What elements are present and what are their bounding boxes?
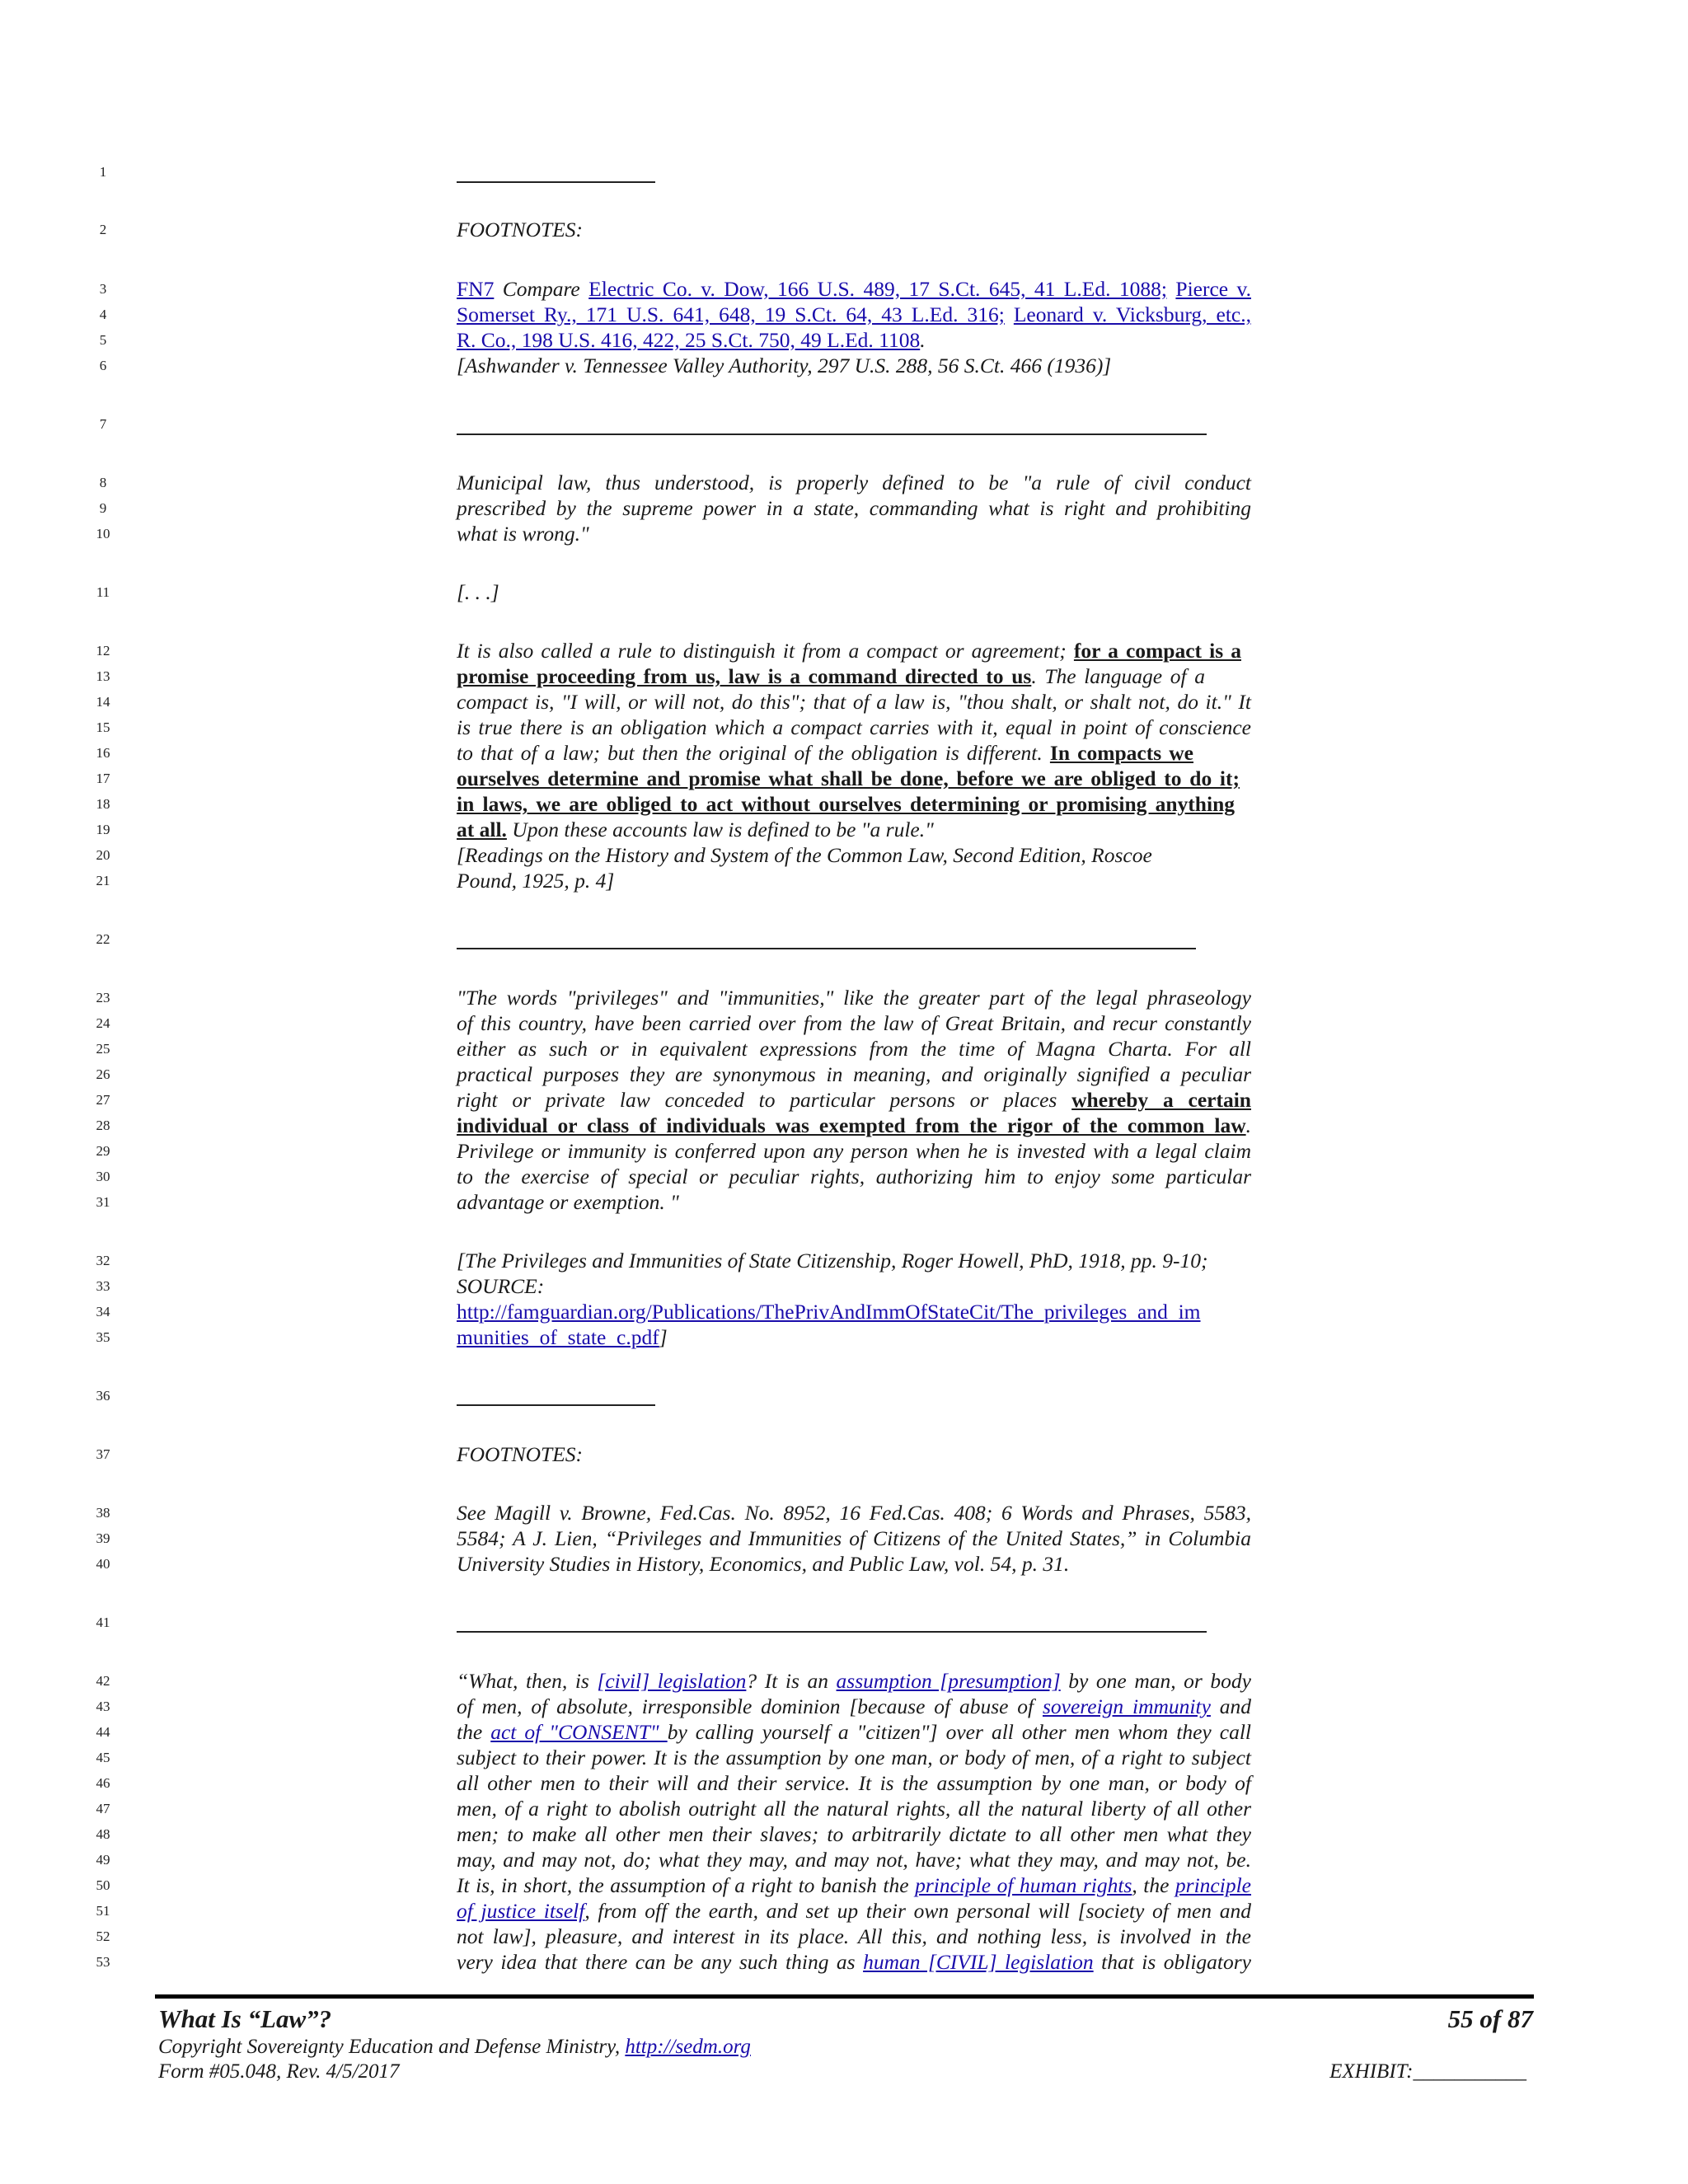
text: of men, of absolute, irresponsible dominion [because of abuse of [457, 1694, 1043, 1718]
footnotes-heading: FOOTNOTES: [457, 218, 584, 241]
text: ? It is an [746, 1669, 837, 1693]
line-number: 23 [96, 990, 110, 1005]
line-number: 39 [96, 1530, 110, 1546]
text: It is, in short, the assumption of a right to banish the [457, 1873, 916, 1897]
text: Copyright Sovereignty Education and Defense Ministry, [158, 2036, 626, 2058]
emphasis: whereby a certain [1071, 1088, 1251, 1112]
line-number: 46 [96, 1775, 110, 1791]
line-number: 20 [96, 847, 110, 863]
line-number: 27 [96, 1092, 110, 1108]
line-number: 31 [96, 1194, 110, 1210]
line-number: 48 [96, 1826, 110, 1842]
quote-line: men, of a right to abolish outright all the natural rights, all the natural liberty of all other [457, 1797, 1251, 1821]
sedm-link[interactable]: http://sedm.org [625, 2036, 751, 2058]
line-number: 47 [96, 1801, 110, 1816]
justice-link[interactable]: principle [1175, 1873, 1251, 1897]
line-number: 44 [96, 1724, 110, 1740]
citation: [Ashwander v. Tennessee Valley Authority, 297 U.S. 288, 56 S.Ct. 466 (1936)] [457, 354, 1112, 377]
text: very idea that there can be any such thing as [457, 1950, 864, 1974]
copyright [158, 2036, 751, 2059]
citation-link[interactable]: R. Co., 198 U.S. 416, 422, 25 S.Ct. 750, 49 L.Ed. 1108 [457, 328, 921, 352]
quote-line: compact is, "I will, or will not, do this"; that of a law is, "thou shalt, or shalt not, do it." It [457, 690, 1251, 714]
line-number: 38 [96, 1505, 110, 1521]
section-separator [457, 1631, 1207, 1633]
footnote-line [457, 276, 1251, 302]
line-number: 11 [96, 584, 110, 600]
source-link[interactable]: http://famguardian.org/Publications/ThePrivAndImmOfStateCit/The_privileges_and_im [457, 1300, 1201, 1324]
assumption-link[interactable]: assumption [presumption] [836, 1669, 1061, 1693]
section-separator [457, 434, 1207, 435]
line-number: 22 [96, 931, 110, 947]
legislation-link[interactable]: [civil] legislation [597, 1669, 747, 1693]
line-number: 4 [99, 307, 107, 322]
line-number: 37 [96, 1446, 110, 1462]
quote-line: all other men to their will and their service. It is the assumption by one man, or body of [457, 1771, 1251, 1795]
line-number: 10 [96, 526, 110, 541]
line-number: 30 [96, 1169, 110, 1184]
quote-line [457, 817, 1251, 842]
quote-line [457, 638, 1241, 663]
line-number: 43 [96, 1699, 110, 1714]
line-number: 21 [96, 873, 110, 888]
footnote-separator [457, 181, 655, 183]
line-number: 33 [96, 1278, 110, 1294]
quote-line [457, 1668, 1251, 1694]
line-number: 34 [96, 1304, 110, 1319]
quote-line: subject to their power. It is the assumption by one man, or body of men, of a right to subject [457, 1746, 1251, 1769]
quote-line [457, 1872, 1251, 1898]
quote-line: of this country, have been carried over from the law of Great Britain, and recur constantly [457, 1011, 1251, 1035]
line-number: 17 [96, 771, 110, 786]
line-number: 45 [96, 1750, 110, 1765]
emphasis: In compacts we [1049, 741, 1193, 765]
line-number: 25 [96, 1041, 110, 1057]
footnote-line [457, 302, 1251, 327]
emphasis: individual or class of individuals was exempted from the rigor of the common law [457, 1113, 1246, 1137]
text: ] [659, 1325, 668, 1349]
line-number: 41 [96, 1615, 110, 1630]
quote-line: to the exercise of special or peculiar rights, authorizing him to enjoy some particular [457, 1165, 1251, 1188]
text: . [920, 328, 926, 352]
form-number: Form #05.048, Rev. 4/5/2017 [158, 2060, 400, 2083]
line-number: 2 [99, 222, 107, 237]
quote-line: advantage or exemption. " [457, 1190, 679, 1214]
quote-line: what is wrong." [457, 522, 589, 546]
emphasis: ourselves determine and promise what shall be done, before we are obliged to do it; [457, 766, 1240, 790]
quote-line [457, 766, 1240, 791]
citation [457, 1299, 1251, 1324]
quote-line: "The words "privileges" and "immunities," like the greater part of the legal phraseology [457, 986, 1251, 1010]
line-number: 52 [96, 1929, 110, 1944]
text: to that of a law; but then the original of the obligation is different. [457, 741, 1050, 765]
line-number: 28 [96, 1118, 110, 1133]
text: that is obligatory [1093, 1950, 1251, 1974]
text: . The language of a [1031, 664, 1205, 688]
quote-line: may, and may not, do; what they may, and may not, have; what they may, and may not, be. [457, 1848, 1251, 1872]
footnote-line: See Magill v. Browne, Fed.Cas. No. 8952, 16 Fed.Cas. 408; 6 Words and Phrases, 5583, [457, 1501, 1251, 1525]
quote-line [457, 1113, 1251, 1138]
sovereign-immunity-link[interactable]: sovereign immunity [1042, 1694, 1211, 1718]
page-number: 55 of 87 [1447, 2004, 1533, 2033]
text: “What, then, is [457, 1669, 598, 1693]
quote-line: not law], pleasure, and interest in its place. All this, and nothing less, is involved in the [457, 1924, 1251, 1948]
citation: SOURCE: [457, 1274, 545, 1298]
footer-rule [155, 1994, 1534, 1999]
fn7-link[interactable]: FN7 [457, 277, 495, 301]
emphasis: at all. [457, 818, 507, 841]
line-number: 15 [96, 719, 110, 735]
exhibit-label: EXHIBIT:___________ [1329, 2060, 1526, 2083]
footnote-separator [457, 1404, 655, 1406]
emphasis: in laws, we are obliged to act without ourselves determining or promising anything [457, 792, 1235, 816]
text: . [1245, 1113, 1251, 1137]
quote-line: prescribed by the supreme power in a state, commanding what is right and prohibiting [457, 496, 1251, 520]
text: Upon these accounts law is defined to be "a rule." [506, 818, 934, 841]
citation: [Readings on the History and System of the Common Law, Second Edition, Roscoe [457, 843, 1152, 867]
quote-line: Municipal law, thus understood, is properly defined to be "a rule of civil conduct [457, 471, 1251, 494]
quote-line [457, 1949, 1251, 1975]
text: right or private law conceded to particular persons or places [457, 1088, 1072, 1112]
line-number: 24 [96, 1015, 110, 1031]
human-rights-link[interactable]: principle of human rights [915, 1873, 1132, 1897]
line-number: 16 [96, 745, 110, 761]
line-number: 36 [96, 1388, 110, 1404]
footnote-line: University Studies in History, Economics, and Public Law, vol. 54, p. 31. [457, 1552, 1070, 1576]
footnote-line: 5584; A J. Lien, “Privileges and Immunities of Citizens of the United States,” in Columbia [457, 1526, 1251, 1550]
citation-link[interactable]: Somerset Ry., 171 U.S. 641, 648, 19 S.Ct. 64, 43 L.Ed. 316; [457, 302, 1005, 326]
text: and [1210, 1694, 1252, 1718]
quote-line: men; to make all other men their slaves; to arbitrarily dictate to all other men what they [457, 1822, 1251, 1846]
emphasis: promise proceeding from us, law is a command directed to us [457, 664, 1032, 688]
quote-line [457, 740, 1193, 766]
quote-line [457, 1694, 1251, 1719]
text: , the [1132, 1873, 1175, 1897]
quote-line [457, 663, 1205, 689]
line-number: 42 [96, 1673, 110, 1689]
line-number: 53 [96, 1954, 110, 1970]
citation [457, 1324, 1251, 1350]
line-number: 5 [99, 332, 107, 348]
line-number: 3 [99, 281, 107, 297]
line-number: 7 [99, 416, 107, 432]
source-link[interactable]: munities_of_state_c.pdf [457, 1325, 659, 1349]
text: It is also called a rule to distinguish it from a compact or agreement; [457, 639, 1074, 663]
justice-link[interactable]: of justice itself [457, 1899, 585, 1923]
line-number: 19 [96, 822, 110, 837]
document-title: What Is “Law”? [158, 2004, 332, 2033]
line-number: 29 [96, 1143, 110, 1159]
line-number: 35 [96, 1329, 110, 1345]
quote-line [457, 1087, 1251, 1113]
quote-line: practical purposes they are synonymous in meaning, and originally signified a peculiar [457, 1062, 1251, 1086]
quote-line: Privilege or immunity is conferred upon any person when he is invested with a legal claim [457, 1139, 1251, 1163]
line-number: 12 [96, 643, 110, 658]
consent-link[interactable]: act of "CONSENT" [490, 1720, 668, 1744]
text: by calling yourself a "citizen"] over all other men whom they call [667, 1720, 1252, 1744]
line-number: 13 [96, 668, 110, 684]
line-number: 8 [99, 475, 107, 490]
footnotes-heading: FOOTNOTES: [457, 1442, 584, 1466]
section-separator [457, 948, 1196, 949]
citation-link[interactable]: Electric Co. v. Dow, 166 U.S. 489, 17 S.Ct. 645, 41 L.Ed. 1088; [588, 277, 1167, 301]
citation-link[interactable]: Leonard v. Vicksburg, etc., [1013, 302, 1251, 326]
quote-line [457, 1719, 1251, 1745]
text: by one man, or body [1060, 1669, 1252, 1693]
line-number: 40 [96, 1556, 110, 1572]
text: Compare [494, 277, 589, 301]
quote-line: is true there is an obligation which a compact carries with it, equal in point of conscience [457, 715, 1251, 739]
line-number: 51 [96, 1903, 110, 1919]
line-number: 18 [96, 796, 110, 812]
quote-line [457, 791, 1235, 817]
emphasis: for a compact is a [1073, 639, 1241, 663]
line-number: 32 [96, 1253, 110, 1268]
citation: Pound, 1925, p. 4] [457, 869, 615, 893]
line-number: 14 [96, 694, 110, 710]
citation-link[interactable]: Pierce v. [1175, 277, 1251, 301]
text: , from off the earth, and set up their own personal will [society of men and [584, 1899, 1251, 1923]
text: the [457, 1720, 491, 1744]
line-number: 9 [99, 500, 107, 516]
quote-line [457, 1898, 1251, 1924]
line-number: 49 [96, 1852, 110, 1868]
citation: [The Privileges and Immunities of State Citizenship, Roger Howell, PhD, 1918, pp. 9-10; [457, 1249, 1208, 1272]
ellipsis: [. . .] [457, 580, 499, 604]
line-number: 26 [96, 1066, 110, 1082]
line-number: 50 [96, 1877, 110, 1893]
line-number: 1 [99, 164, 107, 180]
quote-line: either as such or in equivalent expressions from the time of Magna Charta. For all [457, 1037, 1251, 1061]
line-number: 6 [99, 358, 107, 373]
footnote-line [457, 327, 1251, 353]
human-legislation-link[interactable]: human [CIVIL] legislation [863, 1950, 1094, 1974]
